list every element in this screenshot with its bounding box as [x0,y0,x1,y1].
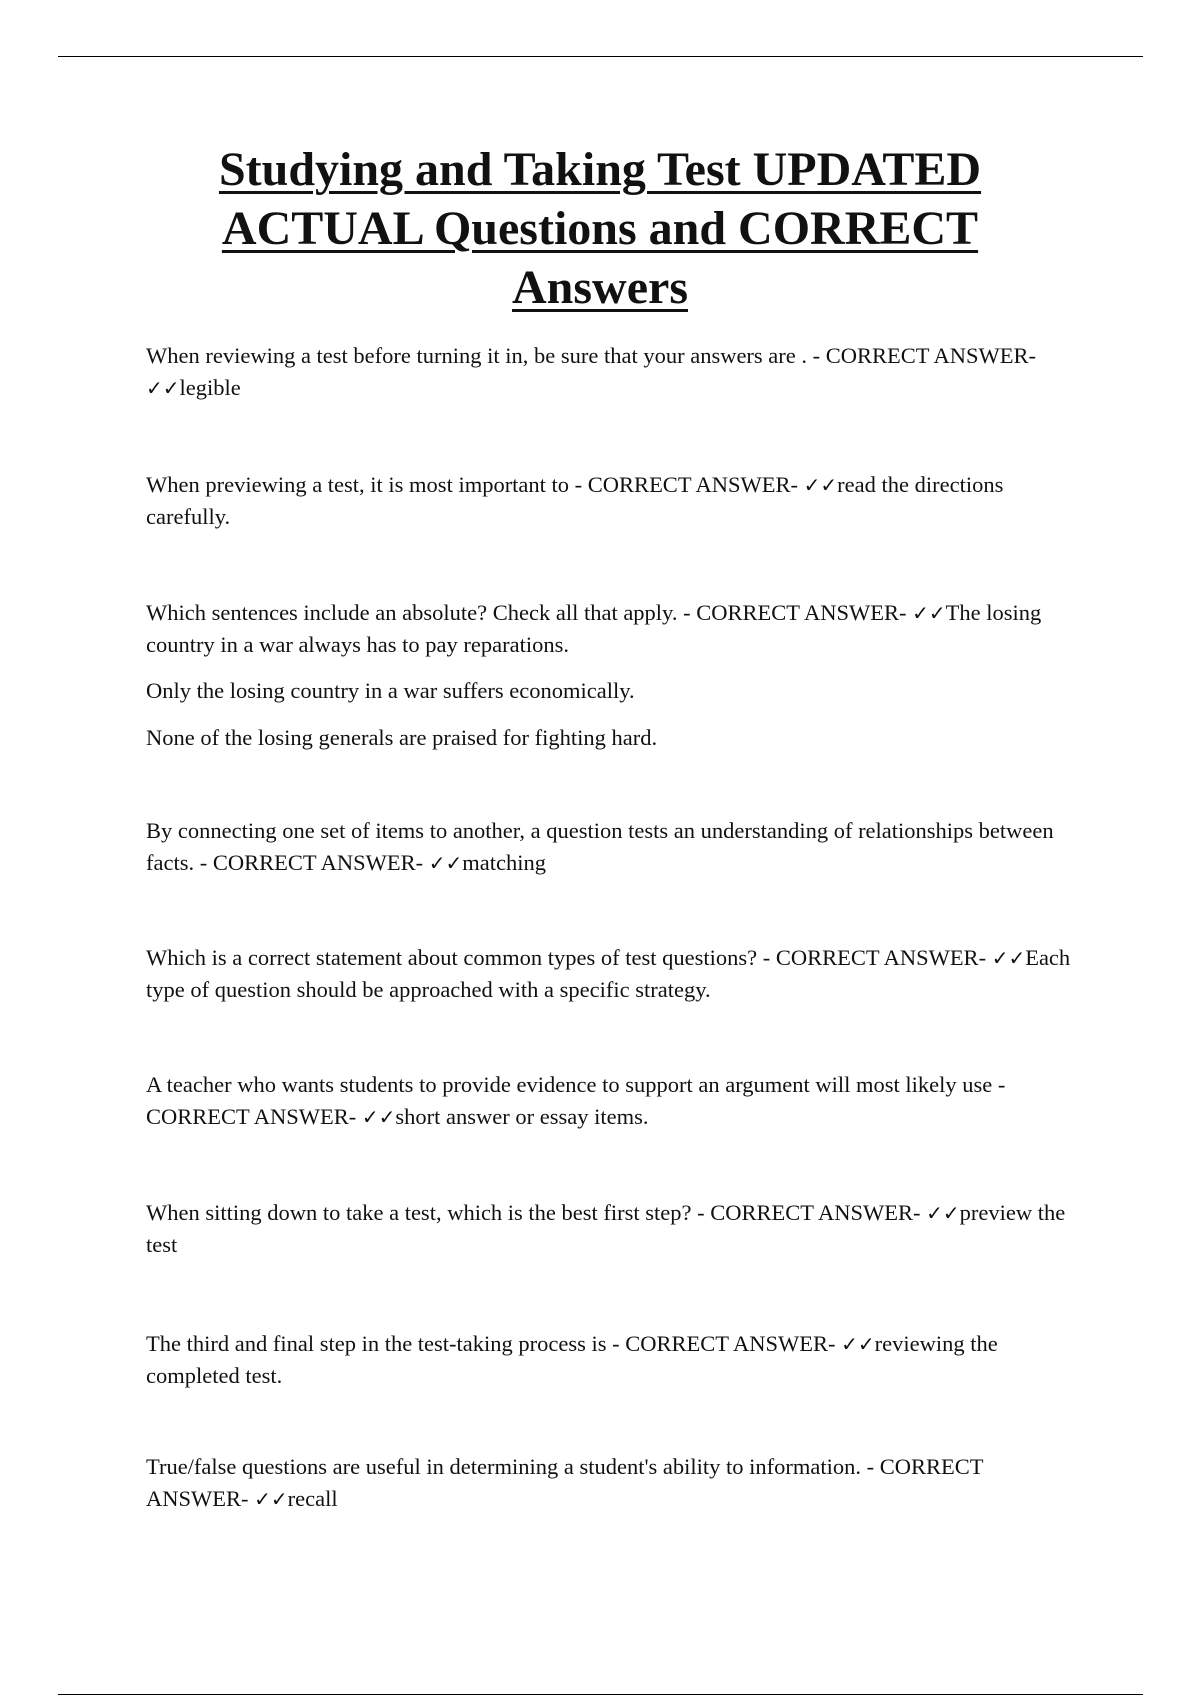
answer-text: read the directions carefully. [146,472,1004,529]
answer-text: matching [462,850,546,875]
question-text: A teacher who wants students to provide evidence to support an argument will most likely use - CORRECT ANSWER- [146,1072,1006,1129]
qa-entry [146,340,1076,404]
qa-entry [146,1451,1076,1515]
answer-text: recall [287,1486,338,1511]
checkmark-icon: ✓✓ [926,1201,960,1225]
top-rule [58,56,1143,57]
checkmark-icon: ✓✓ [912,601,946,625]
question-text: When reviewing a test before turning it in, be sure that your answers are . - CORRECT ANSWER- [146,343,1037,368]
document-title [100,140,1100,317]
answer-text: legible [179,375,241,400]
checkmark-icon: ✓✓ [991,946,1026,970]
title-line: ACTUAL Questions and CORRECT [221,202,979,255]
question-text: By connecting one set of items to another, a question tests an understanding of relationships between facts. - CORRECT ANSWER- [146,818,1054,875]
checkmark-icon: ✓✓ [146,376,180,400]
checkmark-icon: ✓✓ [361,1105,396,1129]
qa-entry [146,1197,1076,1261]
qa-entry [146,1328,1076,1392]
qa-entry [146,597,1076,661]
answer-text: reviewing the completed test. [146,1331,998,1388]
answer-text: Each type of question should be approached with a specific strategy. [146,945,1071,1002]
qa-entry [146,1069,1076,1133]
answer-text: preview the test [146,1200,1066,1257]
question-text: True/false questions are useful in determining a student's ability to information. - CORRECT ANSWER- [146,1454,984,1511]
answer-extra-line: None of the losing generals are praised for fighting hard. [146,725,658,750]
question-text: When sitting down to take a test, which is the best first step? - CORRECT ANSWER- [146,1200,927,1225]
title-line: Studying and Taking Test UPDATED [218,143,982,196]
qa-entry [146,469,1076,533]
question-text: When previewing a test, it is most important to - CORRECT ANSWER- [146,472,804,497]
checkmark-icon: ✓✓ [841,1332,875,1356]
answer-text: short answer or essay items. [395,1104,649,1129]
question-text: Which is a correct statement about common types of test questions? - CORRECT ANSWER- [146,945,992,970]
qa-entry [146,815,1076,879]
answer-text: The losing country in a war always has to pay reparations. [146,600,1042,657]
qa-entry [146,942,1076,1006]
checkmark-icon: ✓✓ [254,1487,288,1511]
question-text: Which sentences include an absolute? Check all that apply. - CORRECT ANSWER- [146,600,913,625]
bottom-rule [58,1694,1143,1695]
checkmark-icon: ✓✓ [428,851,463,875]
answer-extra-line: Only the losing country in a war suffers economically. [146,678,635,703]
title-line: Answers [512,261,688,314]
checkmark-icon: ✓✓ [803,473,838,497]
question-text: The third and final step in the test-taking process is - CORRECT ANSWER- [146,1331,842,1356]
